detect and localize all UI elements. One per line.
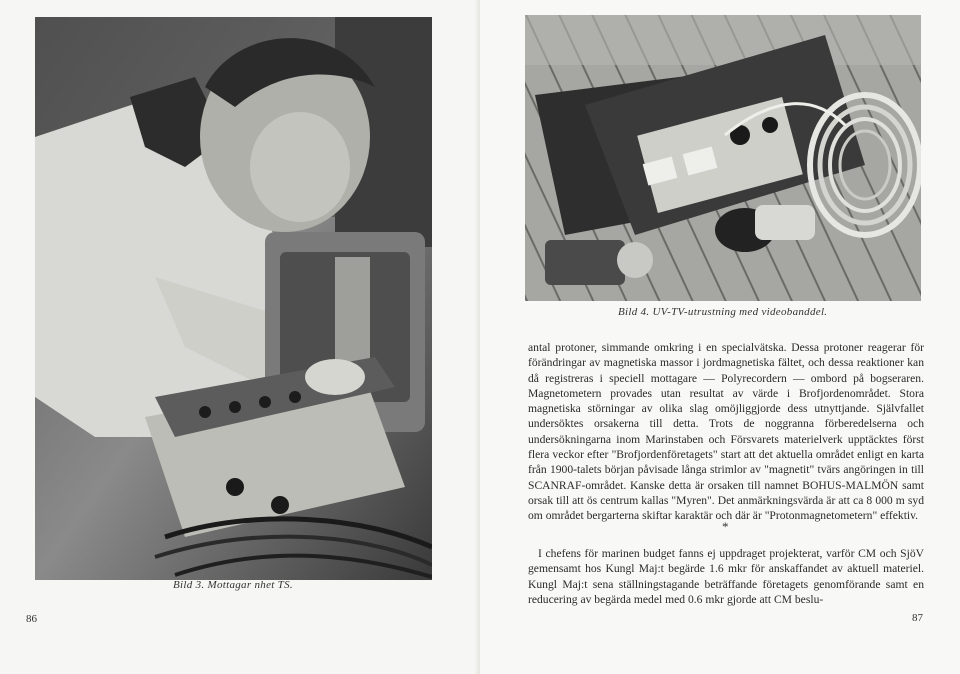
photo-caption-left: Bild 3. Mottagar nhet TS. [173, 579, 293, 591]
section-separator: * [722, 519, 729, 534]
photo-uv-tv-equipment [525, 15, 921, 301]
body-text-main [528, 340, 924, 524]
paragraph-2: I chefens för marinen budget fanns ej uppdraget projekterat, varför CM och SjöV gemensamt hos Kungl Maj:t begärde 1.6 mkr för anskaffandet av aktuell materiel. Kungl Maj:t sena ställningstagande beträffande företagets genomförande samt en reducering av begärda medel med 0.6 mkr gjorde att CM beslu- [528, 547, 924, 606]
paragraph-1: antal protoner, simmande omkring i en specialvätska. Dessa protoner reagerar för förändringar av magnetiska massor i jordmagnetiska fältet, och dessa reaktioner kan då registreras i speciell mottagare — Polyrecordern — ombord på bogseraren. Magnetometern provades utan resultat av värde i Brofjordenområdet. Stora magnetiska störningar av olika slag omöjliggjorde dess utnyttjande. Självfallet undersöktes orsakerna till detta. Trots de noggranna förberedelserna och undersökningarna inom Marinstaben och Försvarets materielverk upptäcktes först flera veckor efter "Brofjordenföretagets" start att det aktuella området enligt en karta från 1900-talets början påvisade långa strimlor av "magnetit" tvärs angöringen in till SCANRAF-området. Kanske detta är orsaken till namnet BOHUS-MALMÖN samt orsak till att ös centrum kallas "Myren". Det anmärkningsvärda är att ca 8 000 m syd om området bergarterna skiftar karaktär och där är "Protonmagnetometern" effektiv. [528, 341, 924, 523]
page-number-right: 87 [912, 612, 923, 624]
page-number-left: 86 [26, 613, 37, 625]
photo-receiver-unit [35, 17, 432, 580]
photo-caption-right: Bild 4. UV-TV-utrustning med videobanddel. [618, 306, 828, 318]
